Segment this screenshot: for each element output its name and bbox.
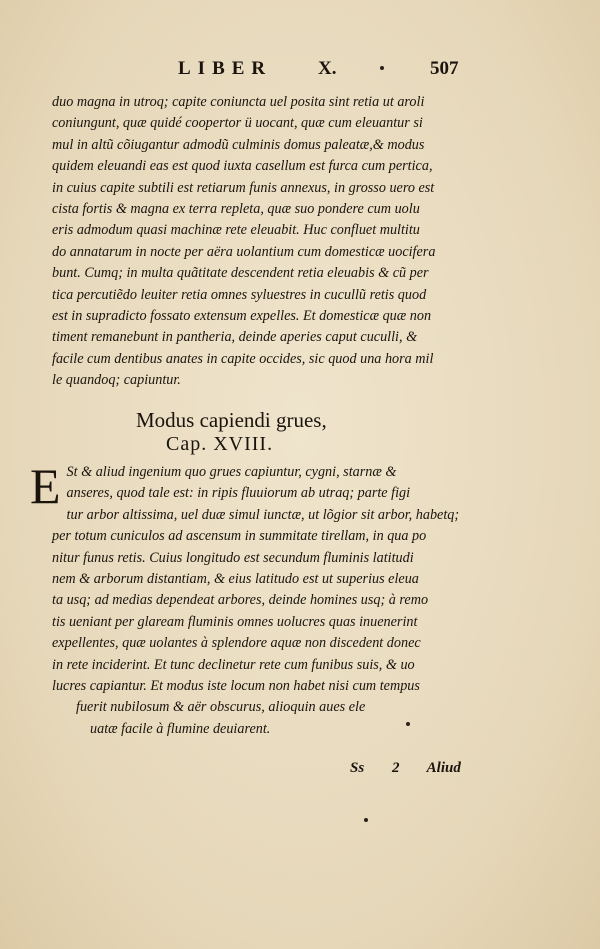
- text-line: anseres, quod tale est: in ripis fluuiorum ab utraq; parte figi: [66, 485, 411, 502]
- text-line: uatæ facile à flumine deuiarent.: [90, 720, 271, 737]
- catchword: Aliud: [426, 760, 461, 776]
- chapter-heading: [136, 408, 436, 456]
- text-line: tica percutiẽdo leuiter retia omnes syluestres in cucullũ retis quod: [52, 286, 427, 303]
- text-line: duo magna in utroq; capite coniuncta uel posita sint retia ut aroli: [52, 94, 425, 110]
- chapter-title: Modus capiendi grues,: [136, 408, 327, 432]
- text-line: tis ueniant per glaream fluminis omnes uolucres quas inuenerint: [52, 613, 418, 630]
- text-line: nitur funus retis. Cuius longitudo est secundum fluminis latitudi: [52, 549, 414, 566]
- text-line: do annatarum in nocte per aëra uolantium cum domesticæ uocifera: [52, 243, 436, 260]
- dot-ornament: [380, 66, 384, 70]
- text-line: mul in altũ cõiugantur admodũ culminis domus paleatæ,& modus: [52, 136, 425, 153]
- chapter-number: Cap. XVIII.: [166, 433, 274, 455]
- paragraph-2: [30, 458, 462, 740]
- text-line: eris admodum quasi machinæ rete eleuabit. Huc confluet multitu: [52, 222, 420, 239]
- text-line: in rete inciderint. Et tunc declinetur rete cum funibus suis, & uo: [52, 656, 415, 673]
- text-line: coniungunt, quæ quidé coopertor ü uocant, quæ cum eleuantur si: [52, 115, 423, 132]
- text-line: quidem eleuandi eas est quod iuxta casellum est furca cum pertica,: [52, 158, 433, 175]
- text-line: St & aliud ingenium quo grues capiuntur, cygni, starnæ &: [66, 464, 397, 480]
- text-line: per totum cuniculos ad ascensum in summitate tirellam, in qua po: [52, 528, 427, 545]
- dot-ornament: [364, 818, 368, 822]
- text-line: bunt. Cumq; in multa quãtitate descendent retia eleuabis & cũ per: [52, 265, 429, 282]
- text-line: facile cum dentibus anates in capite occides, sic quod una hora mil: [52, 350, 434, 367]
- paragraph-1: [52, 92, 462, 392]
- text-line: timent remanebunt in pantheria, deinde aperies caput cuculli, &: [52, 329, 418, 346]
- page-number: 507: [430, 58, 459, 79]
- text-line: in cuius capite subtili est retiarum funis annexus, in grosso uero est: [52, 179, 435, 196]
- catchword-line: [350, 760, 461, 777]
- text-line: nem & arborum distantiam, & eius latitudo est ut superius eleua: [52, 571, 419, 588]
- text-line: tur arbor altissima, uel duæ simul iunctæ, ut lõgior sit arbor, habetq;: [66, 506, 460, 523]
- text-line: lucres capiantur. Et modus iste locum non habet nisi cum tempus: [52, 678, 420, 695]
- text-line: ta usq; ad medias dependeat arbores, deinde homines usq; à remo: [52, 592, 429, 609]
- text-line: fuerit nubilosum & aër obscurus, alioquin aues ele: [76, 699, 366, 716]
- signature-mark: Ss: [350, 760, 365, 776]
- text-line: le quandoq; capiuntur.: [52, 372, 181, 389]
- text-line: cista fortis & magna ex terra repleta, quæ suo pondere cum uolu: [52, 201, 420, 218]
- running-head: [0, 58, 600, 82]
- text-line: expellentes, quæ uolantes à splendore aquæ non discedent donec: [52, 635, 421, 652]
- signature-number: 2: [391, 760, 400, 776]
- text-line: est in supradicto fossato extensum expelles. Et domesticæ quæ non: [52, 308, 432, 325]
- dot-ornament: [406, 722, 410, 726]
- running-head-book-number: X.: [318, 58, 337, 79]
- drop-cap: E: [30, 458, 61, 514]
- running-head-title: LIBER: [178, 58, 273, 79]
